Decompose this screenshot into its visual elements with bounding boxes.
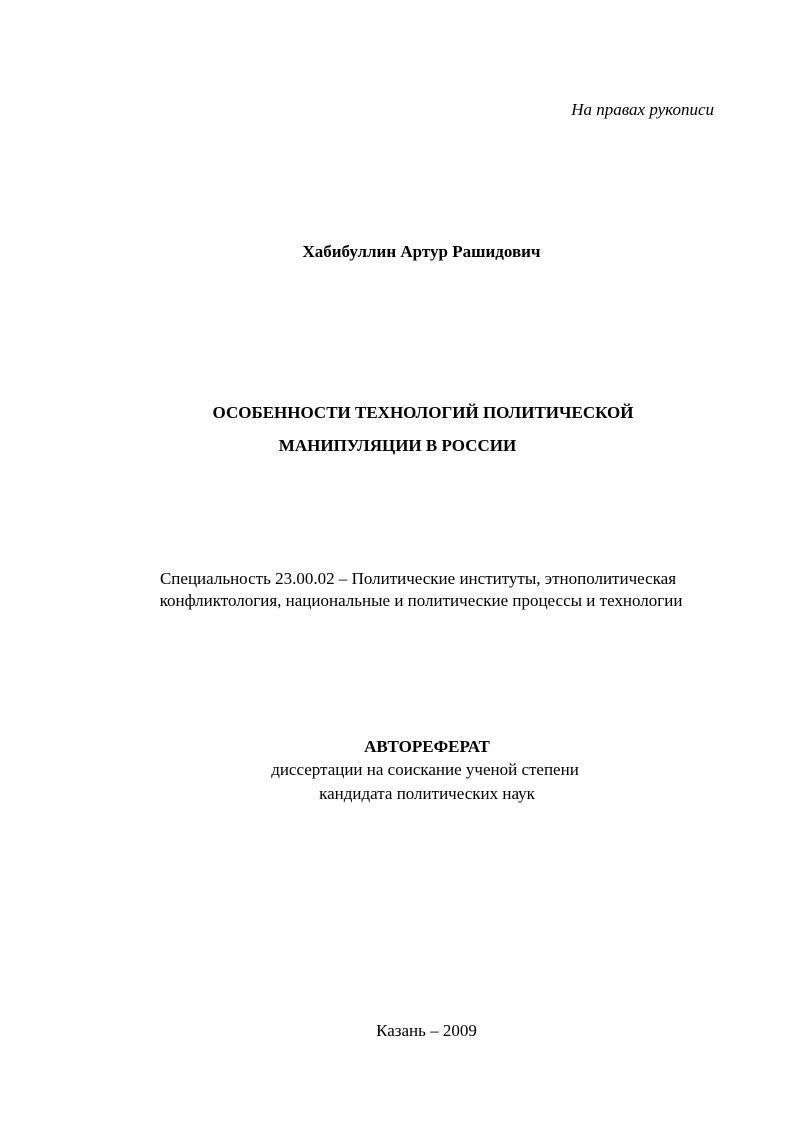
title-line-2: МАНИПУЛЯЦИИ В РОССИИ bbox=[278, 436, 517, 455]
specialty-line-1: Специальность 23.00.02 – Политические институты, этнополитическая bbox=[159, 569, 677, 588]
abstract-heading: АВТОРЕФЕРАТ bbox=[364, 737, 490, 756]
abstract-line-1: диссертации на соискание ученой степени bbox=[271, 760, 579, 779]
specialty-line-2: конфликтология, национальные и политические процессы и технологии bbox=[159, 591, 683, 610]
rights-note: На правах рукописи bbox=[571, 100, 714, 119]
city-year: Казань – 2009 bbox=[376, 1021, 477, 1040]
abstract-line-2: кандидата политических наук bbox=[319, 784, 535, 803]
author-name: Хабибуллин Артур Рашидович bbox=[302, 242, 541, 261]
title-line-1: ОСОБЕННОСТИ ТЕХНОЛОГИЙ ПОЛИТИЧЕСКОЙ bbox=[212, 403, 634, 422]
